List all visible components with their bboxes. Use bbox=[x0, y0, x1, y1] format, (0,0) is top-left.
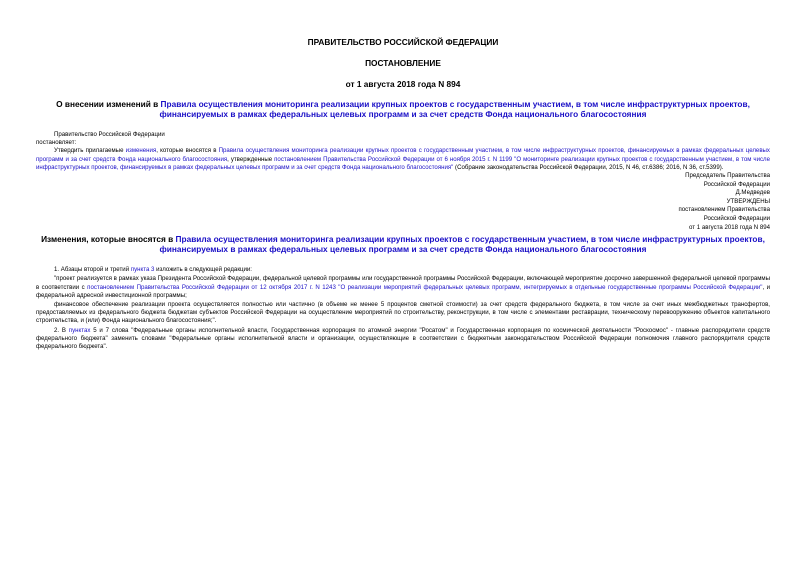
quoted-paragraph-1 bbox=[36, 275, 770, 300]
approval-country: Российской Федерации bbox=[703, 214, 770, 222]
preamble-government: Правительство Российской Федерации bbox=[54, 131, 165, 138]
document-title bbox=[36, 99, 770, 119]
preamble-resolves: постановляет: bbox=[36, 139, 77, 147]
change-1-text-b: изложить в следующей редакции: bbox=[154, 266, 252, 274]
changes-title-prefix: Изменения, которые вносятся в bbox=[41, 234, 176, 245]
preamble-text-c: , утвержденные bbox=[227, 155, 275, 163]
change-item-1 bbox=[36, 266, 770, 274]
signature-country: Российской Федерации bbox=[703, 180, 770, 188]
document-page bbox=[36, 0, 770, 352]
rules-link-2[interactable]: Правила осуществления мониторинга реализации крупных проектов с государственным участием, в том числе инфраструктурных проектов, финансируемых в рамках федеральных целевых программ и за счет средств Фонда национального благосостояния bbox=[159, 234, 765, 255]
item-3-link[interactable]: пункта 3 bbox=[130, 266, 155, 274]
rules-link[interactable]: Правила осуществления мониторинга реализации крупных проектов с государственным участием, в том числе инфраструктурных проектов, финансируемых в рамках федеральных целевых программ и за счет средств Фонда национального благосостояния bbox=[159, 99, 750, 119]
preamble-text-a: Утвердить прилагаемые bbox=[54, 147, 126, 155]
document-title-prefix: О внесении изменений в bbox=[56, 99, 161, 109]
change-1-text-a: 1. Абзацы второй и третий bbox=[54, 266, 131, 274]
changes-list bbox=[36, 266, 770, 351]
preamble-text-b: , которые вносятся в bbox=[156, 147, 219, 155]
preamble bbox=[36, 131, 770, 172]
quote-1-text-b: , и федеральной адресной инвестиционной программы; bbox=[36, 283, 770, 299]
preamble-paragraph bbox=[36, 147, 770, 172]
document-date-number: от 1 августа 2018 года N 894 bbox=[345, 79, 461, 89]
quoted-paragraph-2: финансовое обеспечение реализации проекта осуществляется полностью или частично (в объеме не менее 5 процентов сметной стоимости) за счет средств федерального бюджета, в том числе за счет иных межбюджетных трансфертов, предоставляемых из федерального бюджета бюджетам субъектов Российской Федерации на осуществление мероприятий по строительству, реконструкции, в том числе с элементами реставрации, техническому перевооружению объектов капитального строительства, и (или) Фонда национального благосостояния;". bbox=[36, 300, 770, 325]
change-2-text-b: 5 и 7 слова "Федеральные органы исполнительной власти, Государственная корпорация по атомной энергии "Росатом" и Государственная корпорация по космической деятельности "Роскосмос" - главные распорядители средств федерального бюджета" заменить словами "Федеральные органы исполнительной власти и организации, осуществляющие в соответствии с бюджетным законодательством Российской Федерации полномочия главного распорядителя средств федерального бюджета". bbox=[36, 326, 770, 350]
quote-1-text-a: "проект реализуется в рамках указа Президента Российской Федерации, федеральной целевой программы или государственной программы Российской Федерации, включающей мероприятие досрочно завершенной федеральной целевой программы в соответствии с bbox=[36, 275, 770, 291]
change-2-text-a: 2. В bbox=[54, 326, 69, 334]
signature-position: Председатель Правительства bbox=[685, 172, 770, 180]
approval-by: постановлением Правительства bbox=[678, 206, 770, 214]
change-item-2 bbox=[36, 327, 770, 352]
decree-1243-link[interactable]: постановлением Правительства Российской Федерации от 12 октября 2017 г. N 1243 "О реализации мероприятий федеральных целевых программ, интегрируемых в отдельные государственные программы Российской Федерации" bbox=[87, 283, 763, 291]
changes-link[interactable]: изменения bbox=[125, 147, 157, 155]
rules-link-inline[interactable]: Правила осуществления мониторинга реализации крупных проектов с государственным участием, в том числе инфраструктурных проектов, финансируемых в рамках федеральных целевых программ и за счет средств Фонда национального благосостояния bbox=[36, 147, 770, 163]
items-link[interactable]: пунктах bbox=[68, 326, 91, 334]
changes-title bbox=[36, 234, 770, 254]
preamble-text-d: (Собрание законодательства Российской Федерации, 2015, N 46, ст.6386; 2016, N 36, ст.5399). bbox=[453, 163, 724, 171]
approval-stamp: УТВЕРЖДЕНЫ bbox=[726, 197, 770, 205]
document-type: ПОСТАНОВЛЕНИЕ bbox=[365, 58, 441, 68]
approval-date: от 1 августа 2018 года N 894 bbox=[689, 223, 770, 231]
issuing-authority: ПРАВИТЕЛЬСТВО РОССИЙСКОЙ ФЕДЕРАЦИИ bbox=[307, 37, 499, 47]
decree-1199-link[interactable]: постановлением Правительства Российской Федерации от 6 ноября 2015 г. N 1199 "О мониторинге реализации крупных проектов с государственным участием, в том числе инфраструктурных проектов, финансируемых в рамках федеральных целевых программ и за счет средств Фонда национального благосостояния" bbox=[36, 155, 770, 171]
signature-name: Д.Медведев bbox=[735, 189, 770, 197]
signature-block bbox=[36, 172, 770, 232]
